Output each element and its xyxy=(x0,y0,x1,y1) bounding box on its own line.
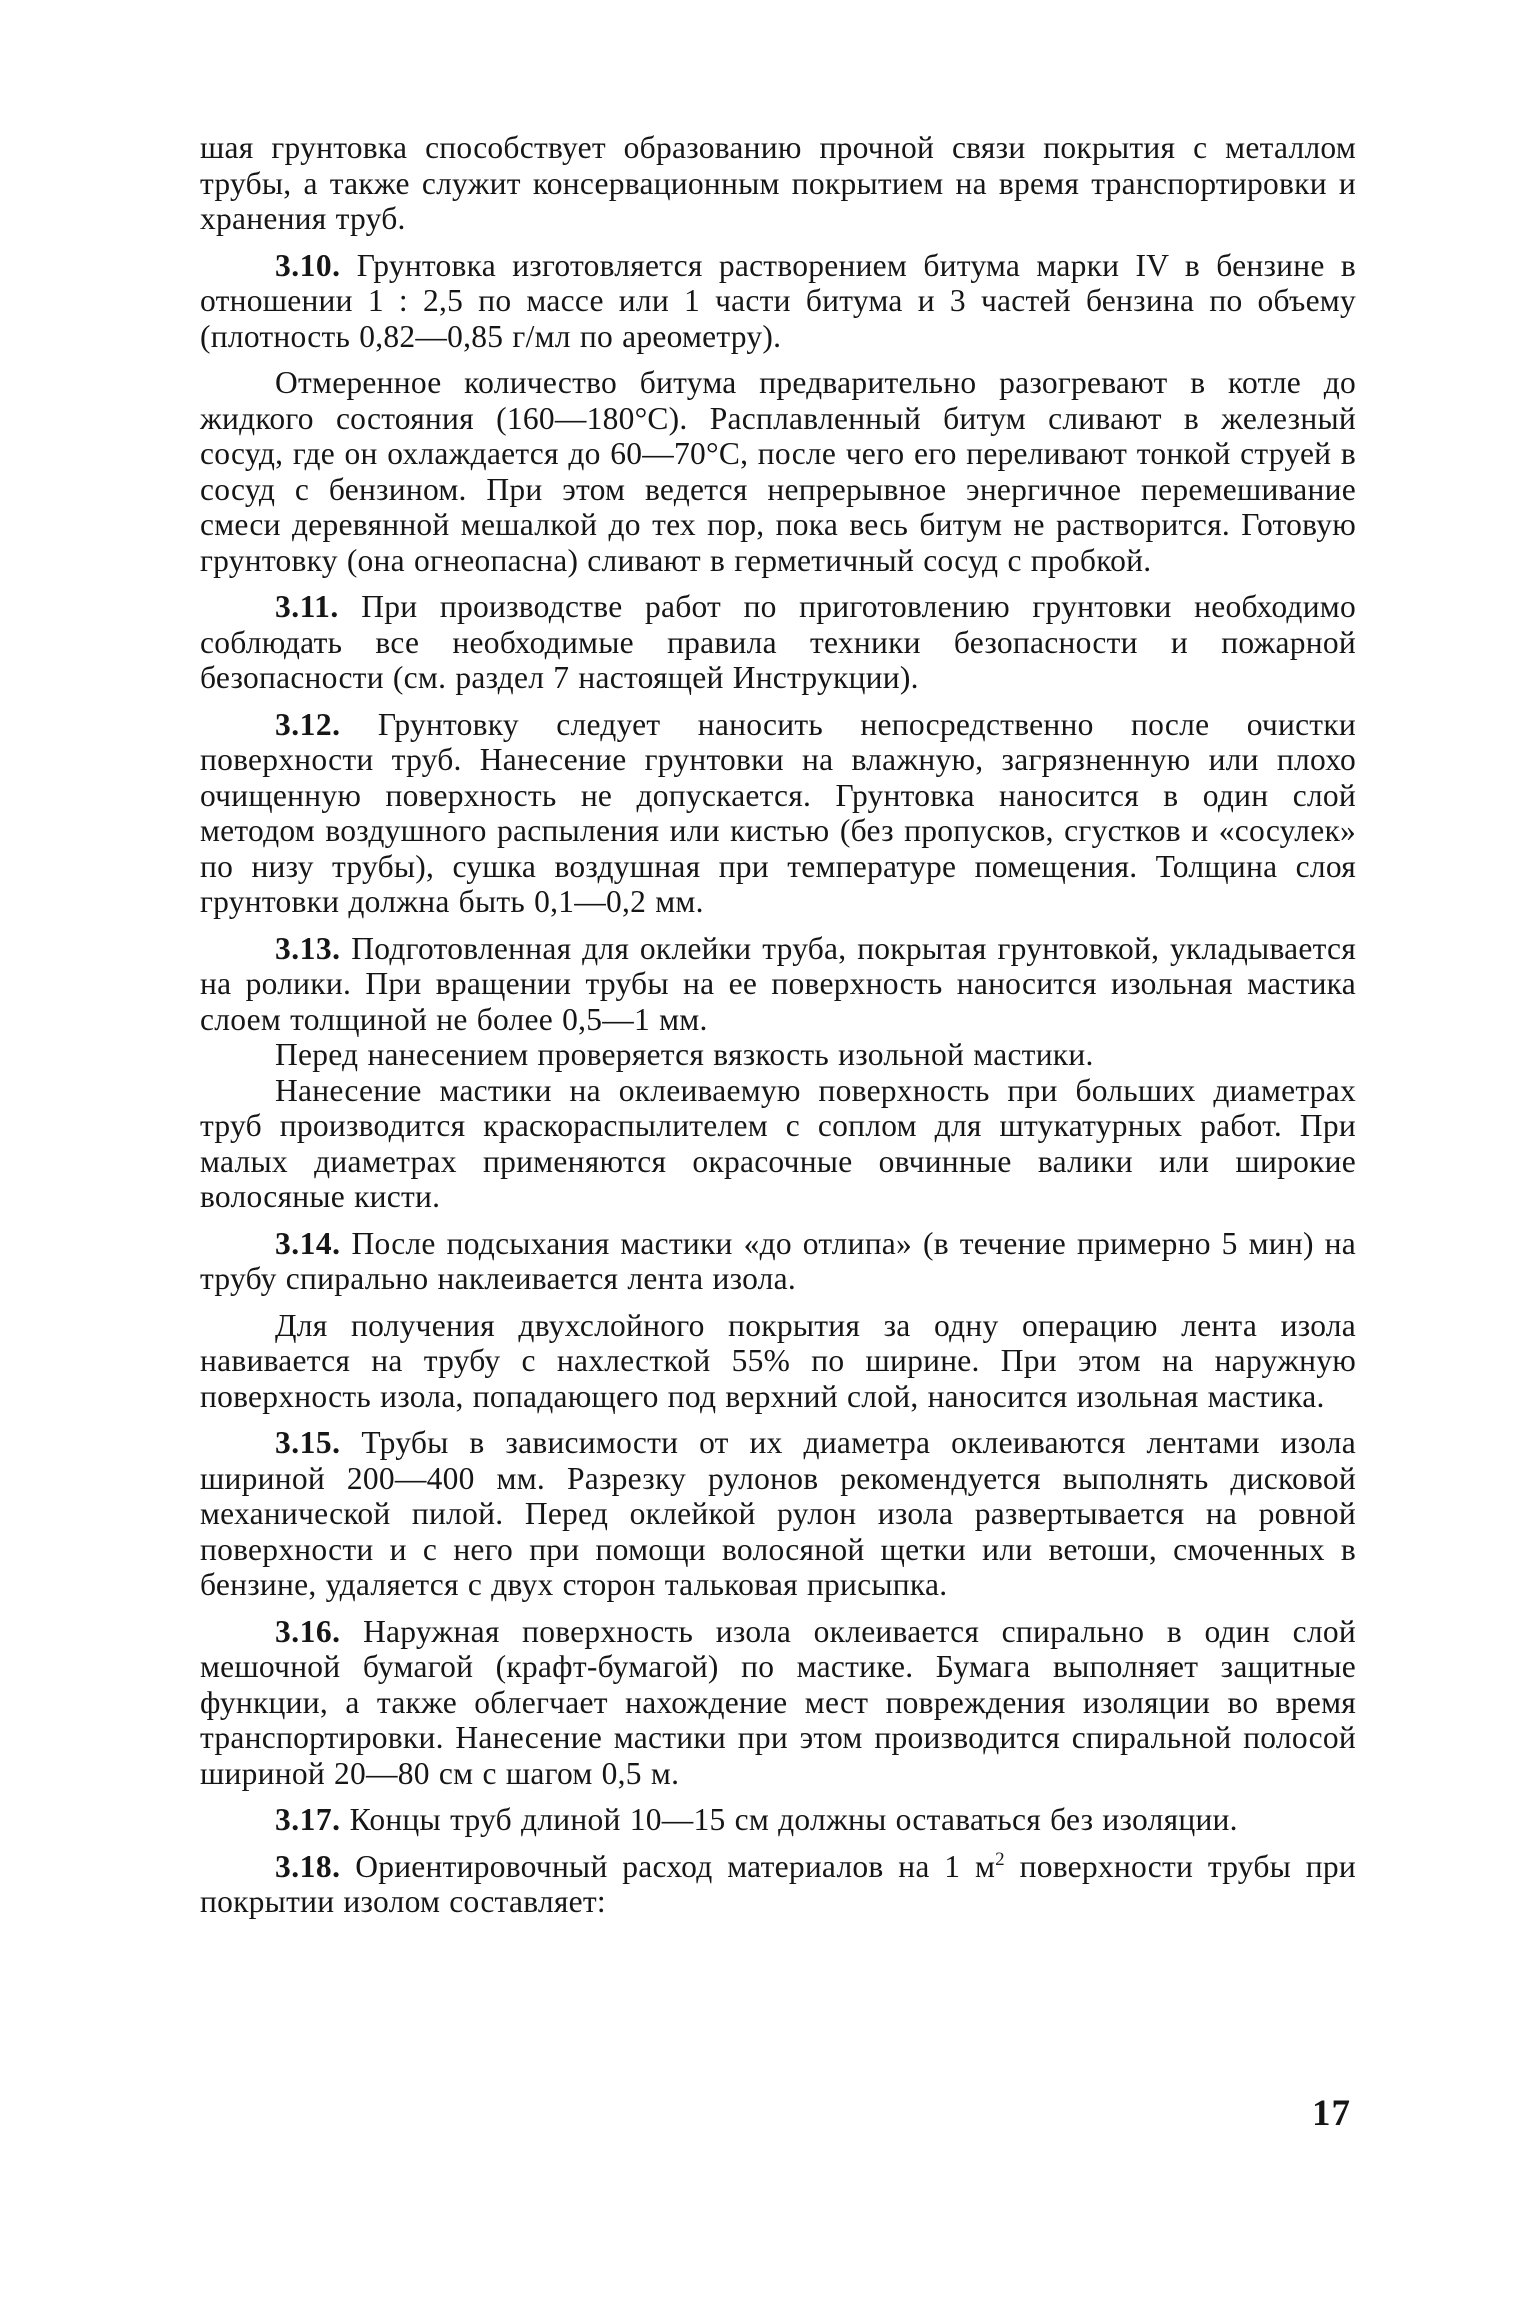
paragraph-3-15: 3.15. Трубы в зависимости от их диаметра оклеиваются лентами изола шириной 200—400 мм. Разрезку рулонов рекомендуется выполнять дисковой механической пилой. Перед оклейкой рулон изола развертывается на ровной поверхности и с него при помощи волосяной щетки или ветоши, смоченных в бензине, удаляется с двух сторон тальковая присыпка. xyxy=(200,1425,1356,1602)
paragraph-mastic-application: Нанесение мастики на оклеиваемую поверхность при больших диаметрах труб производится краскораспылителем с соплом для штукатурных работ. При малых диаметрах применяются окрасочные овчинные валики или широкие волосяные кисти. xyxy=(200,1072,1356,1214)
paragraph-3-17: 3.17. Концы труб длиной 10—15 см должны оставаться без изоляции. xyxy=(275,1802,1238,1837)
clause-number: 3.13. xyxy=(275,930,341,966)
paragraph-3-16: 3.16. Наружная поверхность изола оклеивается спирально в один слой мешочной бумагой (крафт-бумагой) по мастике. Бумага выполняет защитные функции, а также облегчает нахождение мест повреждения изоляции во время транспортировки. Нанесение мастики при этом производится спиральной полосой шириной 20—80 см с шагом 0,5 м. xyxy=(200,1613,1356,1791)
paragraph-viscosity-check: Перед нанесением проверяется вязкость изольной мастики. xyxy=(275,1037,1094,1072)
superscript: 2 xyxy=(995,1848,1005,1870)
paragraph-3-11: 3.11. При производстве работ по приготовлению грунтовки необходимо соблюдать все необходимые правила техники безопасности и пожарной безопасности (см. раздел 7 настоящей Инструкции). xyxy=(200,589,1356,695)
clause-number: 3.12. xyxy=(275,706,341,742)
clause-number: 3.18. xyxy=(275,1848,341,1884)
clause-number: 3.11. xyxy=(275,589,339,624)
paragraph-two-layer-coating: Для получения двухслойного покрытия за одну операцию лента изола навивается на трубу с нахлесткой 55% по ширине. При этом на наружную поверхность изола, попадающего под верхний слой, наносится изольная мастика. xyxy=(200,1307,1356,1414)
clause-number: 3.17. xyxy=(275,1802,341,1837)
clause-number: 3.16. xyxy=(275,1613,341,1649)
body-text xyxy=(200,130,1356,1920)
clause-number: 3.15. xyxy=(275,1425,341,1460)
clause-number: 3.10. xyxy=(275,247,341,283)
page-number: 17 xyxy=(1312,2093,1351,2134)
paragraph-3-12: 3.12. Грунтовку следует наносить непосредственно после очистки поверхности труб. Нанесение грунтовки на влажную, загрязненную или плохо очищенную поверхность не допускается. Грунтовка наносится в один слой методом воздушного распыления или кистью (без пропусков, сгустков и «сосулек» по низу трубы), сушка воздушная при температуре помещения. Толщина слоя грунтовки должна быть 0,1—0,2 мм. xyxy=(200,706,1356,919)
paragraph-bitumen-preparation: Отмеренное количество битума предварительно разогревают в котле до жидкого состояния (160—180°С). Расплавленный битум сливают в железный сосуд, где он охлаждается до 60—70°С, после чего его переливают тонкой струей в сосуд с бензином. При этом ведется непрерывное энергичное перемешивание смеси деревянной мешалкой до тех пор, пока весь битум не растворится. Готовую грунтовку (она огнеопасна) сливают в герметичный сосуд с пробкой. xyxy=(200,365,1356,578)
paragraph-3-13: 3.13. Подготовленная для оклейки труба, покрытая грунтовкой, укладывается на ролики. При вращении трубы на ее поверхность наносится изольная мастика слоем толщиной не более 0,5—1 мм. xyxy=(200,930,1356,1037)
paragraph-continuation: шая грунтовка способствует образованию прочной связи покрытия с металлом трубы, а также служит консервационным покрытием на время транспортировки и хранения труб. xyxy=(200,130,1356,236)
paragraph-3-10: 3.10. Грунтовка изготовляется растворением битума марки IV в бензине в отношении 1 : 2,5 по массе или 1 части битума и 3 частей бензина по объему (плотность 0,82—0,85 г/мл по ареометру). xyxy=(200,247,1356,354)
paragraph-3-14: 3.14. После подсыхания мастики «до отлипа» (в течение примерно 5 мин) на трубу спирально наклеивается лента изола. xyxy=(200,1225,1356,1296)
clause-number: 3.14. xyxy=(275,1225,341,1261)
paragraph-3-18: 3.18. Ориентировочный расход материалов на 1 $м^2$ поверхности трубы при покрытии изолом составляет: xyxy=(200,1848,1356,1919)
